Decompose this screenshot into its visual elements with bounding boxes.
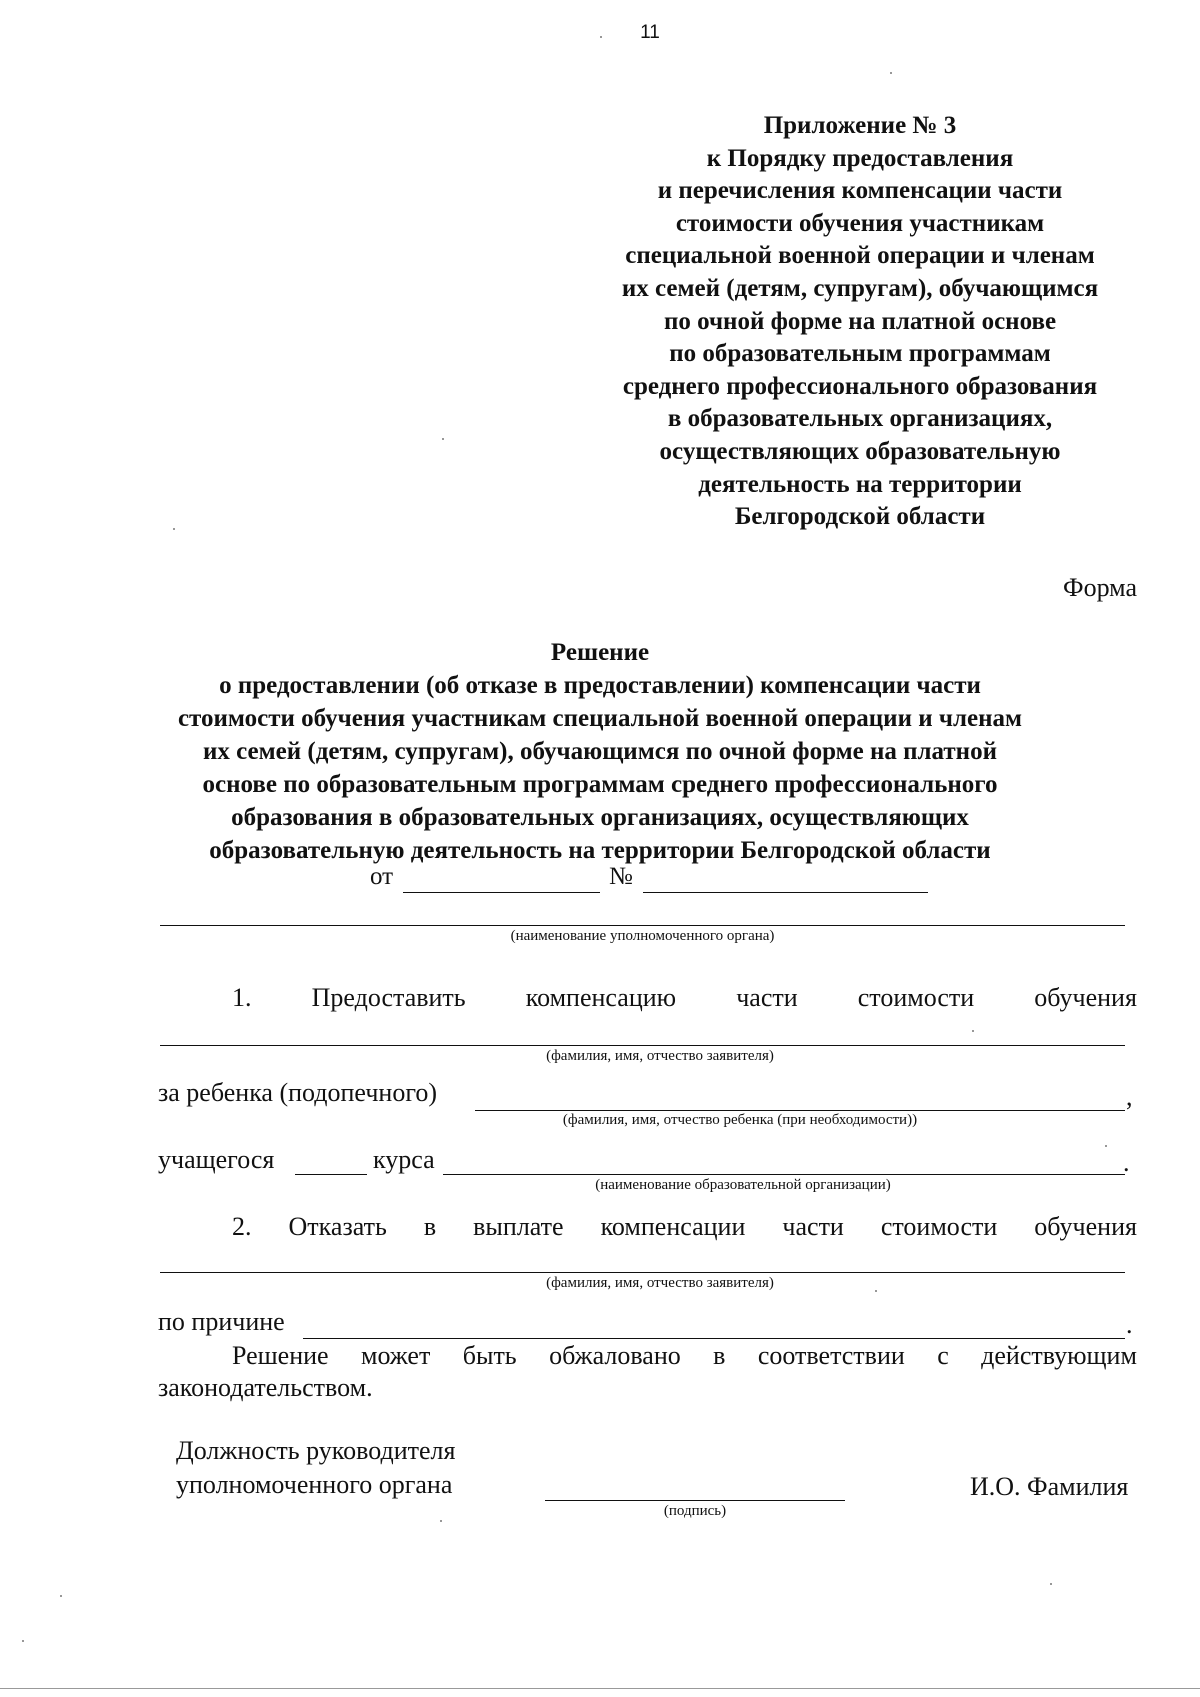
scan-speck: [22, 1640, 24, 1642]
signatory-name: И.О. Фамилия: [970, 1472, 1129, 1501]
appendix-line: среднего профессионального образования: [622, 372, 1098, 400]
course-number-field[interactable]: [295, 1174, 367, 1175]
scan-speck: [173, 528, 175, 530]
organization-period: .: [1123, 1148, 1130, 1177]
course-label: курса: [373, 1145, 435, 1174]
item2-word: Отказать: [288, 1212, 387, 1241]
decision-line: образовательную деятельность на территории Белгородской области: [209, 837, 991, 864]
organization-caption: (наименование образовательной организации): [595, 1177, 891, 1193]
item2-word: обучения: [1034, 1212, 1137, 1241]
scan-speck: [1050, 1583, 1052, 1585]
number-label: №: [609, 863, 633, 890]
appeal-line-2: законодательством.: [158, 1373, 373, 1402]
scan-speck: [1105, 1145, 1107, 1147]
item1-word: обучения: [1034, 983, 1137, 1012]
student-label: учащегося: [158, 1145, 275, 1174]
applicant-caption-2: (фамилия, имя, отчество заявителя): [546, 1275, 774, 1291]
scan-speck: [600, 36, 602, 38]
item1-word: 1.: [232, 983, 252, 1012]
appendix-line: Приложение № 3: [763, 112, 957, 139]
reason-label: по причине: [158, 1307, 285, 1336]
scan-speck: [442, 438, 444, 440]
decision-title-block: [150, 636, 1050, 867]
decision-line: образования в образовательных организациях, осуществляющих: [231, 804, 969, 831]
organization-field[interactable]: [443, 1174, 1125, 1175]
page-number: 11: [640, 22, 660, 43]
child-caption: (фамилия, имя, отчество ребенка (при необходимости)): [562, 1112, 918, 1128]
signature-field[interactable]: [545, 1500, 845, 1501]
item2-word: 2.: [232, 1212, 252, 1241]
item1-word: Предоставить: [311, 983, 466, 1012]
appendix-line: в образовательных организациях,: [667, 405, 1053, 433]
appeal-word: быть: [462, 1341, 517, 1370]
from-label: от: [370, 863, 394, 890]
item2-word: выплате: [473, 1212, 564, 1241]
appeal-word: обжаловано: [549, 1341, 681, 1370]
item2-text: [232, 1212, 1137, 1242]
appeal-word: действующим: [981, 1341, 1137, 1370]
appeal-text: [232, 1341, 1137, 1371]
appendix-line: Белгородской области: [734, 503, 986, 531]
number-field[interactable]: [643, 892, 928, 893]
scan-speck: [890, 72, 892, 74]
authority-caption: (наименование уполномоченного органа): [510, 928, 775, 944]
authority-field[interactable]: [160, 925, 1125, 926]
appendix-line: стоимости обучения участникам: [675, 209, 1045, 237]
item2-word: стоимости: [880, 1212, 998, 1241]
decision-line: о предоставлении (об отказе в предоставлении) компенсации части: [219, 672, 981, 699]
appendix-line: специальной военной операции и членам: [625, 242, 1095, 270]
position-line-2: уполномоченного органа: [176, 1470, 453, 1499]
date-field[interactable]: [403, 892, 600, 893]
item2-word: в: [423, 1212, 437, 1241]
item1-word: стоимости: [857, 983, 975, 1012]
form-label: Форма: [1063, 573, 1137, 602]
decision-line: основе по образовательным программам среднего профессионального: [202, 771, 998, 798]
appendix-line: по очной форме на платной основе: [663, 307, 1057, 335]
item2-word: части: [782, 1212, 844, 1241]
child-label: за ребенка (подопечного): [158, 1078, 437, 1107]
appeal-word: может: [361, 1341, 431, 1370]
reason-field[interactable]: [303, 1338, 1125, 1339]
item1-word: части: [736, 983, 798, 1012]
reason-period: .: [1126, 1310, 1133, 1339]
applicant-field-1[interactable]: [160, 1045, 1125, 1046]
signature-caption: (подпись): [663, 1503, 727, 1519]
applicant-caption-1: (фамилия, имя, отчество заявителя): [546, 1048, 774, 1064]
appendix-line: к Порядку предоставления: [706, 144, 1014, 172]
item1-word: компенсацию: [525, 983, 677, 1012]
decision-line: стоимости обучения участникам специальной военной операции и членам: [177, 705, 1023, 732]
appendix-line: и перечисления компенсации части: [657, 177, 1063, 205]
appendix-line: по образовательным программам: [669, 340, 1051, 368]
child-comma: ,: [1126, 1082, 1133, 1111]
scan-speck: [972, 1030, 974, 1032]
child-field[interactable]: [475, 1110, 1125, 1111]
appendix-line: их семей (детям, супругам), обучающимся: [621, 274, 1099, 302]
appendix-line: осуществляющих образовательную: [659, 437, 1061, 465]
applicant-field-2[interactable]: [160, 1272, 1125, 1273]
decision-line: их семей (детям, супругам), обучающимся по очной форме на платной: [202, 738, 997, 765]
appeal-word: Решение: [232, 1341, 329, 1370]
appeal-word: в: [713, 1341, 726, 1370]
appendix-line: деятельность на территории: [698, 470, 1022, 498]
scan-edge-line: [0, 1688, 1200, 1689]
item2-word: компенсации: [600, 1212, 746, 1241]
scan-speck: [440, 1520, 442, 1522]
scan-speck: [60, 1595, 62, 1597]
appeal-word: с: [937, 1341, 949, 1370]
appendix-header: [565, 110, 1155, 534]
scan-speck: [875, 1290, 877, 1292]
item1-text: [232, 983, 1137, 1013]
position-line-1: Должность руководителя: [176, 1436, 456, 1465]
decision-title: Решение: [550, 639, 650, 666]
appeal-word: соответствии: [757, 1341, 905, 1370]
